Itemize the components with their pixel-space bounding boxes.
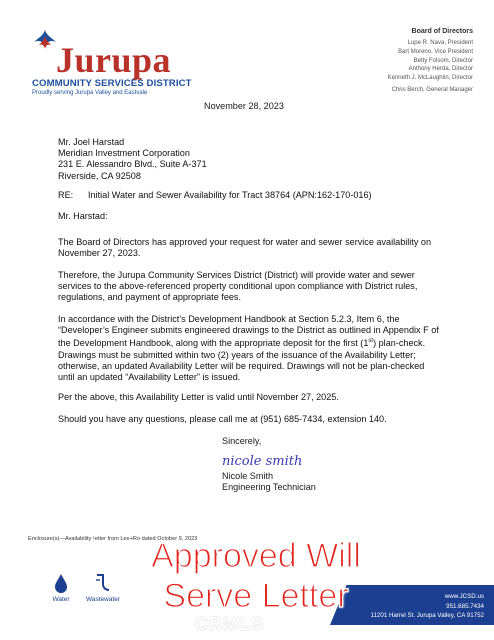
- board-member: Kenneth J. McLaughlin, Director: [387, 75, 473, 82]
- district-subtitle: COMMUNITY SERVICES DISTRICT: [32, 78, 192, 89]
- handbook-text-a: In accordance with the District’s Development Handbook at Section 5.2.3, Item 6, the “Developer’s Engineer submits engineered drawings to the District as outlined in Appendix F of the Development Handbook, along with the appropriate deposit for the first (1: [58, 314, 439, 349]
- salutation: Mr. Harstad:: [58, 211, 108, 221]
- service-label: Wastewater: [85, 596, 121, 603]
- overlay-line-2: Serve Letter: [163, 577, 349, 615]
- general-manager: Chris Berch, General Manager: [391, 86, 473, 93]
- paragraph-approval: The Board of Directors has approved your request for water and sewer service availability on November 27, 2023.: [58, 237, 432, 259]
- board-title: Board of Directors: [411, 28, 473, 35]
- overlay-caption: [106, 536, 406, 616]
- handbook-text-b: ) plan-check. Drawings must be submitted within two (2) years of the issuance of the Availability Letter; otherwise, an updated Availability Letter will be required. Drawings will not be plan-checked until an updated “Availability Letter” is issued.: [58, 338, 426, 383]
- footer-address: 11201 Harrel St. Jurupa Valley, CA 91752: [370, 612, 484, 619]
- subject-label: RE:: [58, 190, 74, 200]
- superscript-st: st: [368, 338, 374, 345]
- board-of-directors: [388, 28, 473, 93]
- paragraph-handbook: [58, 314, 443, 383]
- service-label: Water: [52, 596, 70, 603]
- paragraph-contact: Should you have any questions, please call me at (951) 685-7434, extension 140.: [58, 414, 387, 424]
- district-name: Jurupa: [56, 40, 172, 80]
- subject-line: [58, 190, 443, 201]
- watermark: CRMLS: [195, 614, 264, 634]
- closing: Sincerely,: [222, 436, 262, 446]
- recipient-line: Meridian Investment Corporation: [58, 148, 190, 159]
- letter-date: November 28, 2023: [204, 101, 284, 111]
- footer-website: www.JCSD.us: [444, 593, 484, 600]
- board-member: Betty Folsom, Director: [413, 57, 473, 64]
- recipient-line: 231 E. Alessandro Blvd., Suite A-371: [58, 159, 207, 170]
- footer-phone: 951.685.7434: [446, 602, 484, 610]
- paragraph-services: Therefore, the Jurupa Community Services District (District) will provide water and sewer services to the above-referenced property conditional upon compliance with District rules, regulations, and payment of appropriate fees.: [58, 270, 418, 303]
- signer-title: Engineering Technician: [222, 482, 316, 493]
- signature-block: [222, 436, 316, 494]
- overlay-line-1: Approved Will: [151, 537, 361, 575]
- recipient-line: Riverside, CA 92508: [58, 170, 141, 181]
- board-member: Anthony Herda, Director: [408, 66, 473, 73]
- district-tagline: Proudly serving Jurupa Valley and Eastvale: [32, 90, 148, 96]
- recipient-address: [58, 137, 443, 182]
- board-member: Bart Moreno, Vice President: [398, 48, 473, 55]
- paragraph-validity: Per the above, this Availability Letter is valid until November 27, 2025.: [58, 392, 339, 402]
- water-drop-icon: [51, 572, 71, 594]
- subject-text: Initial Water and Sewer Availability for Tract 38764 (APN:162-170-016): [88, 190, 372, 200]
- handwritten-signature: nicole smith: [222, 454, 303, 470]
- board-member: Lupe R. Nava, President: [407, 40, 473, 46]
- recipient-line: Mr. Joel Harstad: [58, 137, 125, 147]
- signer-name: Nicole Smith: [222, 471, 274, 482]
- enclosure-note: Enclosure(s)—Availability ᴸetter from Lee+Ro dated October 9, 2023: [28, 536, 198, 542]
